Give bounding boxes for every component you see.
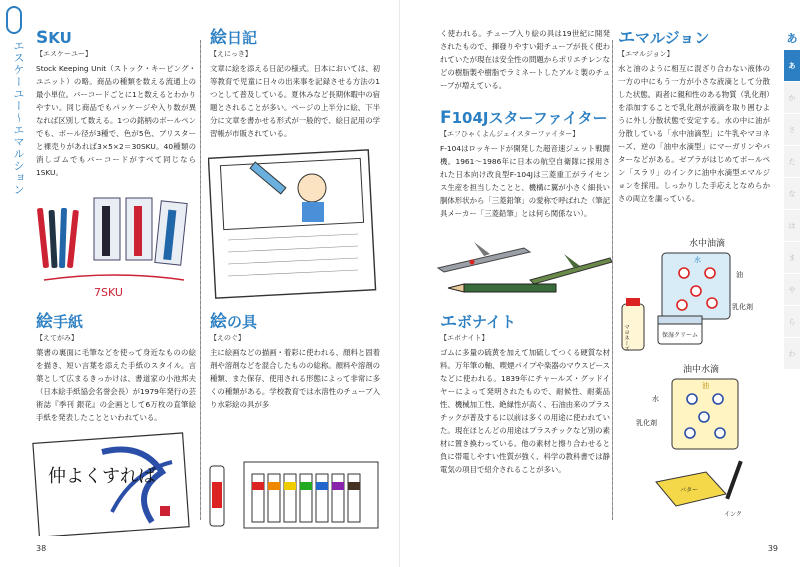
water-in-oil-diagram: [636, 362, 766, 461]
column-sku: [36, 28, 196, 180]
entry-title-ebonite: エボナイト: [440, 312, 516, 332]
paperclip-icon: [6, 6, 22, 34]
blister-pack-icon: [94, 198, 187, 265]
entry-body-ebonite: ゴムに多量の硫黄を加えて加硫してつくる硬質な材料。万年筆の軸、喫煙パイプや楽器のマウスピースなどに使われる。1839年にチャールズ・グッドイヤーによって発明されたもので、耐候性、耐薬品性、機械加工性、絶縁性が高く、石油由来のプラスチックが普及するに以前は多くの用途に使われていた。現在ほとんどの用途はプラスチックなど別の素材に置き換わっている。他の素材と擦り合わせると負に帯電しやすい性質が強く、科学の教科書では静電気の項目で紹介されることが多い。: [440, 348, 610, 474]
index-tab-sa[interactable]: さ: [784, 114, 800, 146]
pen-icon: [37, 208, 79, 268]
index-tab-ra[interactable]: ら: [784, 306, 800, 338]
entry-reading-etegami: 【えてがみ】: [36, 334, 78, 343]
entry-reading-sku: 【エスケーユー】: [36, 50, 92, 59]
diagram1-label-water: 水: [694, 256, 701, 264]
index-head: あ: [786, 32, 798, 45]
index-tab-ka[interactable]: か: [784, 82, 800, 114]
diagram2-label-oil: 油: [702, 382, 709, 390]
column-ebonite: [440, 312, 610, 477]
entry-reading-enikki: 【えにっき】: [210, 50, 252, 59]
jet-icon: [438, 242, 530, 272]
index-tab-ta[interactable]: た: [784, 146, 800, 178]
diagram2-title: 油中水滴: [682, 365, 719, 375]
jets-illustration: [434, 230, 614, 298]
column-f104j: [440, 108, 610, 221]
entry-title-sku: SKU: [36, 28, 72, 48]
side-label: エスケーユー〜エマルション: [12, 40, 25, 196]
entry-body-etegami: 葉書の裏面に毛筆などを使って身近なものの絵を描き、短い言葉を添えた手紙のスタイル。言葉として広まるきっかけは、書道家の小池邦夫（日本絵手紙協会名誉会長）が1979年発行の芸術誌『季刊 銀花』の企画として6万枚の直筆絵手紙を発表したことといわれている。: [36, 348, 196, 423]
index-tab-wa[interactable]: わ: [784, 338, 800, 370]
entry-reading-enogu: 【えのぐ】: [210, 334, 245, 343]
page-number-right: 39: [767, 544, 778, 553]
index-tab-ha[interactable]: は: [784, 210, 800, 242]
entry-title-f104j: F104Jスターファイター: [440, 108, 608, 128]
entry-reading-f104j: 【エフひゃくよんジェイスターファイター】: [440, 130, 580, 139]
index-tabs: [784, 28, 800, 370]
diagram1-label-oil: 油: [736, 271, 743, 279]
entry-body-f104j: F-104はロッキードが開発した超音速ジェット戦闘機。1961〜1986年に日本の航空自衛隊に採用された日本向け改良型F-104Jは三菱重工がライセンス生産を担当したことと、機構に翼が小さく細長い胴体形状から「三菱鉛筆」の愛称で呼ばれた（筆記具メーカー「三菱鉛筆」とは何ら関係ない）。: [440, 144, 610, 219]
column-enikki: [210, 28, 380, 141]
picture-diary-illustration: [208, 148, 380, 300]
entry-title-etegami: 絵手紙: [36, 312, 84, 332]
mayo-cream-illustration: [618, 296, 748, 356]
diagram1-label-emulsifier: 乳化剤: [732, 303, 753, 311]
entry-title-enogu: 絵の具: [210, 312, 258, 332]
entry-body-enikki: 文章に絵を添える日記の様式。日本においては、初等教育で児童に日々の出来事を記録させる方法の1つとして普及している。夏休みなど長期休暇中の宿題とされることが多い。ページの上半分に絵、下半分に文章を書かせる形式が一般的で、絵日記用の学習帳が市販されている。: [210, 64, 380, 139]
index-tab-na[interactable]: な: [784, 178, 800, 210]
pencil-icon: [448, 284, 556, 292]
column-etegami: [36, 312, 196, 425]
diagram2-label-emulsifier: 乳化剤: [636, 419, 657, 427]
diagram1-title: 水中油滴: [688, 239, 725, 249]
cream-label: 保湿クリーム: [662, 332, 699, 339]
butter-label: バター: [680, 487, 699, 494]
butter-ink-illustration: [650, 452, 760, 528]
entry-reading-emulsion: 【エマルジョン】: [618, 50, 674, 59]
paint-tube-icon: [210, 466, 224, 526]
entry-body-sku: Stock Keeping Unit（ストック・キーピング・ユニット）の略。商品の種類を数える流通上の最小単位。バーコードごとに1と数えるとわかりやすい。同じ商品でもパッケージや入り数が異なれば区別して数える。1つの銘柄のボールペンでも、ボール径が3種で、色が5色、ブリスターと裸売りがあれば3×5×2＝30SKU。40種類の消しゴムでもバーコードがすべて同じなら1SKU。: [36, 64, 196, 178]
entry-body-enogu-cont: く使われる。チューブ入り絵の具は19世紀に開発されたもので、揮發りやすい鉛チューブが長く使われていたが現在は安全性の問題からポリエチレンなどの樹脂製や樹脂でラミネートしたアルミ製のチューブが増えている。: [440, 29, 610, 90]
index-tab-a[interactable]: あ: [784, 50, 800, 82]
entry-reading-ebonite: 【エボナイト】: [440, 334, 489, 343]
entry-body-enogu: 主に絵画などの描画・着彩に使われる、顔料と固着剤や溶剤などを混合したものの総称。顔料や溶剤の種類、また保存、使用される形態によって非常に多くの種類がある。学校教育では水溶性のチューブ入り水彩絵の具が多: [210, 348, 380, 410]
right-page: [400, 0, 800, 567]
paint-set-illustration: [206, 452, 382, 538]
index-tab-ma[interactable]: ま: [784, 242, 800, 274]
column-enogu-cont: [440, 28, 610, 93]
column-emulsion: [618, 28, 770, 206]
ink-label: インク: [724, 511, 742, 518]
entry-title-enikki: 絵日記: [210, 28, 258, 48]
column-divider: [612, 40, 613, 520]
jet-icon: [530, 254, 612, 284]
etegami-postcard: [32, 432, 192, 536]
mayo-label: マヨネーズ: [623, 324, 629, 352]
entry-body-emulsion: 水と油のように相互に混ざり合わない液体の一方の中にもう一方が小さな液滴として分散した状態。両者に親和性のある物質（乳化剤）を添加することで乳化剤が液滴を取り囲むように外し分散状態で安定する。水の中に油が分散している「水中油滴型」に牛乳やマヨネーズ、逆の「油中水滴型」にマーガリンやバターなどがある。ゼブラがはじめてボールペン「スラリ」のインクに油中水滴型エマルジョンを採用。しっかりした手応えとなめらかさの両立を謳っている。: [618, 64, 770, 203]
sku-caption: 7SKU: [94, 286, 123, 299]
column-enogu: [210, 312, 380, 412]
diagram2-label-water: 水: [652, 395, 659, 403]
pens-illustration: [34, 188, 194, 300]
etegami-text: 仲よくすれば: [48, 466, 156, 487]
entry-title-emulsion: エマルジョン: [618, 28, 710, 48]
column-divider: [200, 40, 201, 520]
page-number-left: 38: [36, 544, 47, 553]
index-tab-ya[interactable]: や: [784, 274, 800, 306]
